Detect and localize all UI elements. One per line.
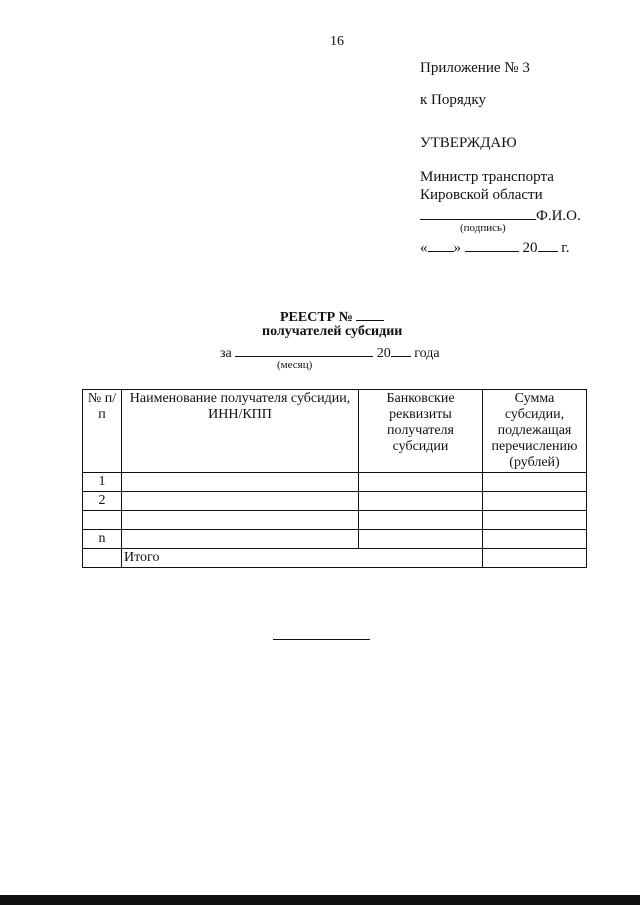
page-number: 16 <box>330 34 344 49</box>
total-label: Итого <box>122 549 483 568</box>
registry-subtitle: получателей субсидии <box>262 324 403 339</box>
month-caption: (месяц) <box>277 359 313 371</box>
row-number <box>83 511 122 530</box>
signature-caption: (подпись) <box>460 222 506 234</box>
period-year-suffix: года <box>414 346 440 361</box>
date-open-quote: « <box>420 240 428 256</box>
row-recipient <box>122 511 359 530</box>
row-number: n <box>83 530 122 549</box>
table-row <box>83 511 587 530</box>
header-subsidy-amount: Сумма субсидии, подлежащая перечислению (рублей) <box>483 390 587 473</box>
registry-number-blank <box>356 306 384 321</box>
appendix-label: Приложение № 3 <box>420 60 530 76</box>
date-day-blank <box>428 237 454 252</box>
row-amount <box>483 511 587 530</box>
period-for-label: за <box>220 346 232 361</box>
date-year-prefix: 20 <box>522 240 538 256</box>
order-reference: к Порядку <box>420 92 486 108</box>
row-recipient <box>122 492 359 511</box>
registry-label: РЕЕСТР № <box>280 310 353 325</box>
date-year-suffix: г. <box>561 240 570 256</box>
table-row <box>83 492 587 511</box>
period-year-blank <box>391 342 411 357</box>
table-row <box>83 473 587 492</box>
approval-date-line <box>420 237 569 257</box>
registry-table <box>82 389 587 568</box>
row-bank-details <box>359 473 483 492</box>
row-recipient <box>122 530 359 549</box>
table-header-row <box>83 390 587 473</box>
total-empty-cell <box>83 549 122 568</box>
separator-line <box>273 639 370 640</box>
total-amount <box>483 549 587 568</box>
date-month-blank <box>465 237 519 252</box>
row-amount <box>483 473 587 492</box>
row-number: 1 <box>83 473 122 492</box>
row-number: 2 <box>83 492 122 511</box>
registry-title <box>280 306 384 326</box>
approve-label: УТВЕРЖДАЮ <box>420 135 517 151</box>
header-recipient: Наименование получателя субсидии, ИНН/КПП <box>122 390 359 473</box>
date-year-blank <box>538 237 558 252</box>
scan-bottom-edge <box>0 895 640 905</box>
row-recipient <box>122 473 359 492</box>
fio-label: Ф.И.О. <box>536 208 581 224</box>
minister-title-line1: Министр транспорта <box>420 169 554 185</box>
table-row <box>83 530 587 549</box>
row-amount <box>483 530 587 549</box>
header-bank-details: Банковские реквизиты получателя субсидии <box>359 390 483 473</box>
date-close-quote: » <box>453 240 461 256</box>
table-total-row <box>83 549 587 568</box>
period-line <box>220 342 440 362</box>
row-bank-details <box>359 530 483 549</box>
row-amount <box>483 492 587 511</box>
signature-blank <box>420 205 536 220</box>
period-month-blank <box>235 342 373 357</box>
row-bank-details <box>359 492 483 511</box>
minister-title-line2: Кировской области <box>420 187 543 203</box>
period-year-prefix: 20 <box>376 346 391 361</box>
header-number: № п/п <box>83 390 122 473</box>
row-bank-details <box>359 511 483 530</box>
